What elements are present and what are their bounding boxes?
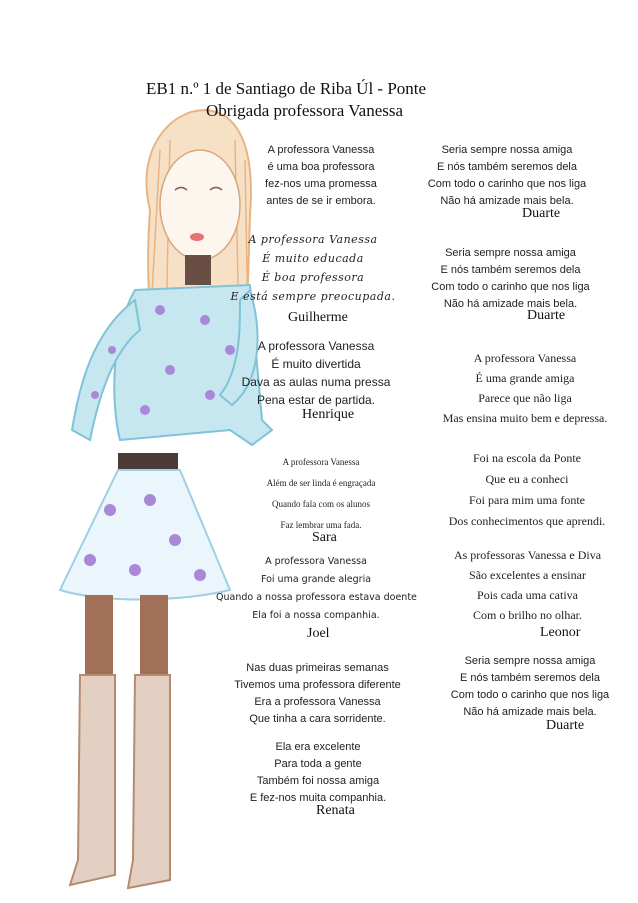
poem-4 <box>418 245 603 313</box>
poem-author: Joel <box>307 626 330 641</box>
poem-line: Ela foi a nossa companhia. <box>252 610 380 621</box>
poem-line: São excelentes a ensinar <box>469 568 586 582</box>
poem-author: Henrique <box>302 407 355 422</box>
poem-line: Foi para mim uma fonte <box>469 493 585 507</box>
poem-line: É muito educada <box>262 252 364 265</box>
poem-line: Não há amizade mais bela. <box>440 195 574 207</box>
poem-10 <box>440 545 615 625</box>
poem-line: Não há amizade mais bela. <box>443 298 578 310</box>
poem-line: É muito divertida <box>271 357 361 371</box>
poem-line: é uma boa professora <box>267 161 375 173</box>
poem-line: Além de ser linda é engraçada <box>266 478 376 488</box>
poem-line: Para toda a gente <box>274 758 362 770</box>
poem-line: A professora Vanessa <box>267 144 375 156</box>
poem-author: Leonor <box>540 625 581 640</box>
poem-line: Tivemos uma professora diferente <box>234 679 401 691</box>
poem-line: Dos conhecimentos que aprendi. <box>448 514 606 528</box>
poem-3 <box>228 230 398 306</box>
poem-line: A professora Vanessa <box>257 339 375 353</box>
poem-line: Quando fala com os alunos <box>272 499 370 509</box>
poem-9 <box>216 553 416 625</box>
poem-6 <box>425 348 625 428</box>
school-name: EB1 n.º 1 de Santiago de Riba Úl - Ponte <box>146 79 427 98</box>
poem-line: Foi uma grande alegria <box>260 574 372 585</box>
poem-line: Seria sempre nossa amiga <box>464 655 596 667</box>
poem-line: Foi na escola da Ponte <box>473 451 581 465</box>
poem-line: Ela era excelente <box>275 741 361 753</box>
poem-line: Também foi nossa amiga <box>256 775 380 787</box>
poem-author: Renata <box>316 803 355 818</box>
poem-line: fez-nos uma promessa <box>265 178 377 190</box>
poem-7 <box>236 452 406 536</box>
poem-11 <box>435 653 625 721</box>
poem-line: Mas ensina muito bem e depressa. <box>442 411 608 425</box>
poem-line: Quando a nossa professora estava doente <box>216 592 417 603</box>
poem-line: Era a professora Vanessa <box>254 696 381 708</box>
poem-2 <box>412 142 602 210</box>
poem-line: E está sempre preocupada. <box>230 290 396 303</box>
poem-line: A professora Vanessa <box>265 556 367 567</box>
poem-line: Com todo o carinho que nos liga <box>427 178 587 190</box>
poem-author: Duarte <box>527 308 566 323</box>
poem-5 <box>226 337 406 409</box>
poem-line: É uma grande amiga <box>475 371 575 385</box>
poem-author: Duarte <box>546 718 585 733</box>
poem-8 <box>432 448 622 532</box>
poem-13 <box>228 739 408 807</box>
poem-line: Seria sempre nossa amiga <box>445 247 576 259</box>
poem-line: A professora Vanessa <box>473 351 577 365</box>
poem-line: E nós também seremos dela <box>436 161 577 173</box>
poem-line: Parece que não liga <box>478 391 572 405</box>
poem-line: E nós também seremos dela <box>440 264 581 276</box>
poem-line: É boa professora <box>261 271 365 284</box>
poem-author: Sara <box>312 530 337 545</box>
poem-line: Não há amizade mais bela. <box>463 706 597 718</box>
poem-line: Nas duas primeiras semanas <box>246 662 389 674</box>
poem-line: Seria sempre nossa amiga <box>441 144 573 156</box>
poem-line: As professoras Vanessa e Diva <box>453 548 602 562</box>
poem-12 <box>220 660 415 728</box>
poem-line: Com todo o carinho que nos liga <box>431 281 590 293</box>
poem-line: E fez-nos muita companhia. <box>249 792 387 804</box>
document-title: Obrigada professora Vanessa <box>206 101 404 120</box>
poem-line: Que eu a conheci <box>485 472 569 486</box>
poem-line: Dava as aulas numa pressa <box>241 375 391 389</box>
poem-author: Duarte <box>522 206 561 221</box>
poem-author: Guilherme <box>288 310 348 325</box>
poem-line: antes de se ir embora. <box>266 195 376 207</box>
poem-line: Com todo o carinho que nos liga <box>450 689 610 701</box>
poem-line: E nós também seremos dela <box>459 672 600 684</box>
poem-line: A professora Vanessa <box>248 233 378 246</box>
poem-line: Faz lembrar uma fada. <box>280 520 362 530</box>
poem-line: Pena estar de partida. <box>256 393 376 407</box>
poem-1 <box>236 142 406 210</box>
poem-line: A professora Vanessa <box>282 457 360 467</box>
document-header <box>146 78 426 122</box>
poem-line: Com o brilho no olhar. <box>473 608 582 622</box>
poem-line: Pois cada uma cativa <box>477 588 578 602</box>
poem-line: Que tinha a cara sorridente. <box>249 713 386 725</box>
